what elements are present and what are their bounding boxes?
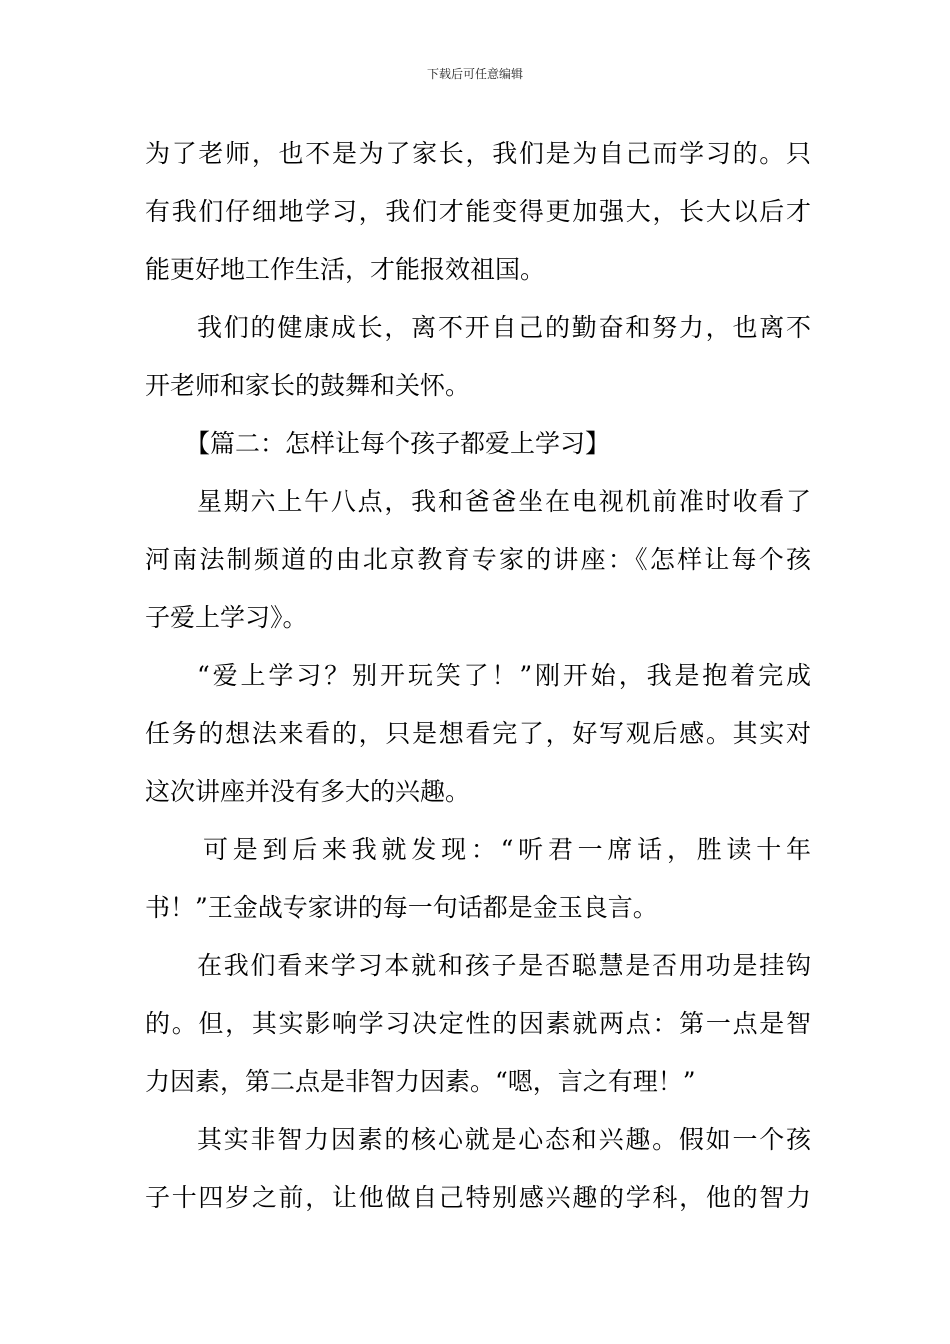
paragraph-6 — [145, 937, 811, 1111]
text-line: 任务的想法来看的，只是想看完了，好写观后感。其实对 — [145, 719, 811, 748]
text-line: 子爱上学习》。 — [145, 603, 308, 632]
text-line: 其实非智力因素的核心就是心态和兴趣。假如一个孩 — [197, 1125, 811, 1154]
document-body — [145, 125, 811, 1227]
text-line: 为了老师，也不是为了家长，我们是为自己而学习的。只 — [145, 139, 811, 168]
text-line: 星期六上午八点，我和爸爸坐在电视机前准时收看了 — [197, 487, 811, 516]
paragraph-7 — [145, 1111, 811, 1227]
section-heading — [145, 415, 811, 473]
text-line: 在我们看来学习本就和孩子是否聪慧是否用功是挂钩 — [197, 951, 811, 980]
text-line: 能更好地工作生活，才能报效祖国。 — [145, 255, 546, 284]
text-line: 我们的健康成长，离不开自己的勤奋和努力，也离不 — [197, 313, 811, 342]
text-line: 开老师和家长的鼓舞和关怀。 — [145, 371, 471, 400]
paragraph-3 — [145, 473, 811, 647]
paragraph-1 — [145, 125, 811, 299]
paragraph-4 — [145, 647, 811, 821]
text-line: 这次讲座并没有多大的兴趣。 — [145, 777, 471, 806]
text-line: “爱上学习？别开玩笑了！”刚开始，我是抱着完成 — [197, 661, 811, 690]
text-line: 河南法制频道的由北京教育专家的讲座：《怎样让每个孩 — [145, 545, 811, 574]
paragraph-2 — [145, 299, 811, 415]
text-line: 有我们仔细地学习，我们才能变得更加强大，长大以后才 — [145, 197, 811, 226]
section-title: 【篇二：怎样让每个孩子都爱上学习】 — [185, 429, 611, 458]
text-line: 子十四岁之前，让他做自己特别感兴趣的学科，他的智力 — [145, 1183, 811, 1212]
text-line: 书！”王金战专家讲的每一句话都是金玉良言。 — [145, 893, 658, 922]
paragraph-5 — [145, 821, 811, 937]
text-line: 力因素，第二点是非智力因素。“嗯，言之有理！” — [145, 1067, 696, 1096]
page-header-note: 下载后可任意编辑 — [426, 67, 523, 81]
text-line: 可是到后来我就发现：“听君一席话，胜读十年 — [203, 835, 811, 864]
text-line: 的。但，其实影响学习决定性的因素就两点：第一点是智 — [145, 1009, 811, 1038]
